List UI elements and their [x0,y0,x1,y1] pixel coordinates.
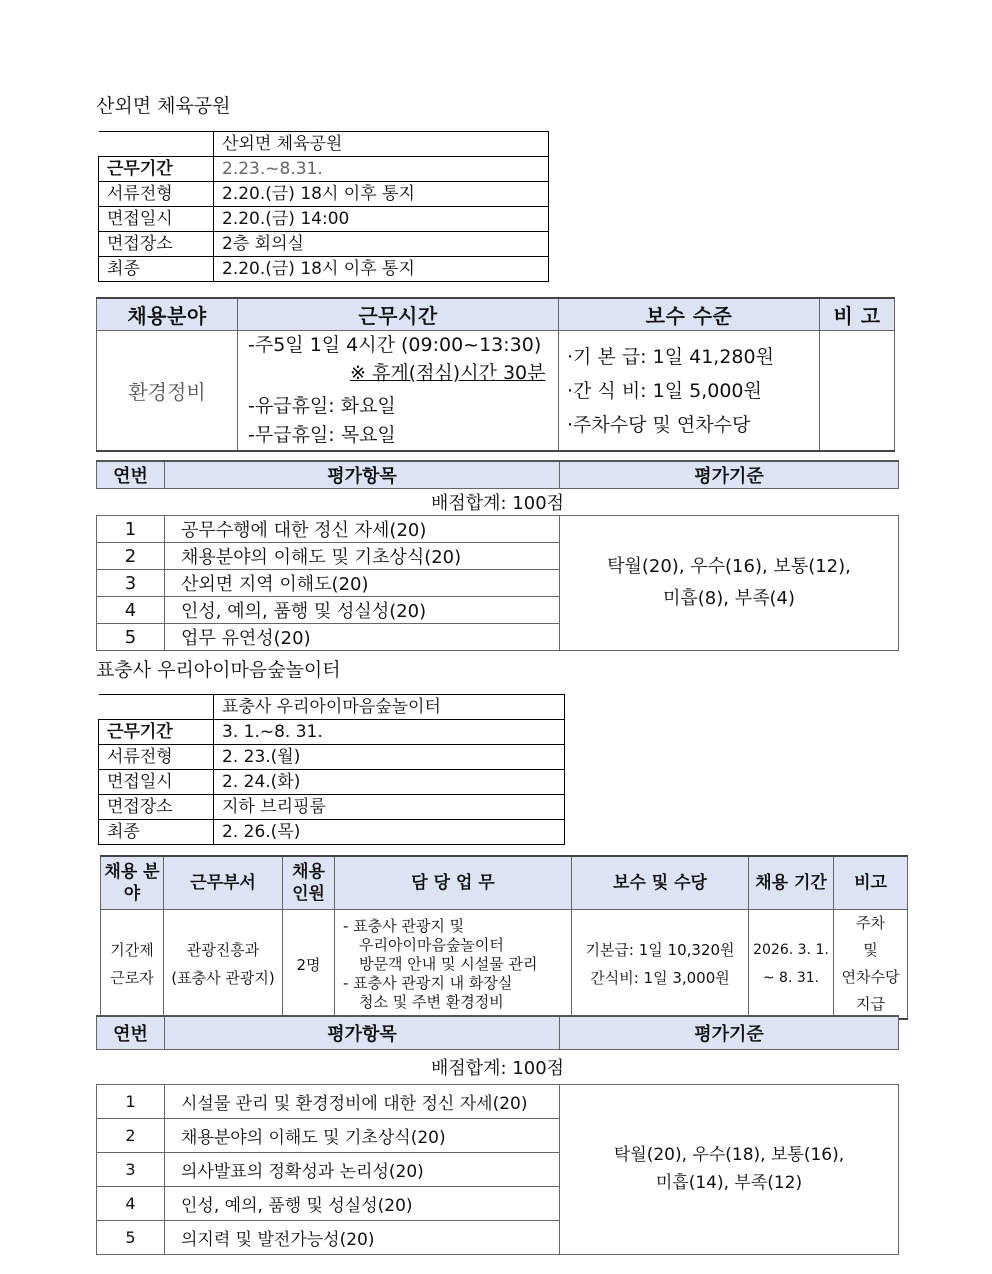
pay-cell [572,910,749,1020]
col-header: 비고 [834,856,908,910]
item-number: 5 [97,1220,165,1254]
schedule-label: 서류전형 [99,182,214,207]
col-header: 채용 분야 [101,856,164,910]
item-text: 인성, 예의, 품행 및 성실성(20) [165,1186,560,1220]
item-text: 업무 유연성(20) [165,624,560,651]
count-cell: 2명 [283,910,335,1020]
schedule-value: 지하 브리핑룸 [214,795,565,820]
schedule-label: 최종 [99,257,214,282]
col-header: 평가기준 [560,461,899,489]
note-cell [820,331,895,452]
recruit-table [100,855,908,1020]
item-number: 4 [97,1186,165,1220]
item-text: 의지력 및 발전가능성(20) [165,1220,560,1254]
col-header: 평가항목 [165,461,560,489]
schedule-table [98,131,549,282]
criteria-cell [560,516,899,651]
item-number: 1 [97,1084,165,1118]
col-header: 보수 수준 [559,298,820,331]
hours-line: ※ 휴게(점심)시간 30분 [350,362,546,384]
col-header: 채용 기간 [749,856,834,910]
duty-line: - 표충사 관광지 및 [343,916,465,935]
schedule-table [98,694,565,845]
field-cell [101,910,164,1020]
section-title: 산외면 체육공원 [96,95,231,117]
criteria-line: 미흡(8), 부족(4) [663,588,795,609]
schedule-value: 2.20.(금) 18시 이후 통지 [214,182,549,207]
note-line: 및 [863,941,878,959]
duty-line: 방문객 안내 및 시설물 관리 [359,954,538,973]
col-header: 근무시간 [238,298,559,331]
period-line: 2026. 3. 1. [753,942,829,958]
eval-table [96,1015,899,1255]
schedule-label: 서류전형 [99,745,214,770]
schedule-label: 근무기간 [99,720,214,745]
criteria-line: 탁월(20), 우수(18), 보통(16), [613,1145,845,1165]
schedule-label: 면접장소 [99,795,214,820]
schedule-value: 2.20.(금) 14:00 [214,207,549,232]
item-number: 3 [97,1152,165,1186]
pay-line: ·간 식 비: 1일 5,000원 [567,379,762,402]
item-text: 공무수행에 대한 정신 자세(20) [165,516,560,543]
note-line: 연차수당 [841,968,900,986]
item-text: 의사발표의 정확성과 논리성(20) [165,1152,560,1186]
total-score: 배점합계: 100점 [97,489,899,516]
col-header: 연번 [97,1016,165,1049]
recruit-table [96,297,895,452]
pay-line: ·주차수당 및 연차수당 [567,413,751,436]
col-header: 근무부서 [164,856,283,910]
schedule-value: 2. 26.(목) [214,820,565,845]
item-number: 4 [97,597,165,624]
dept-line: (표충사 관광지) [171,969,275,987]
pay-line: 간식비: 1일 3,000원 [590,969,730,987]
criteria-cell [560,1084,899,1254]
hours-line: -주5일 1일 4시간 (09:00~13:30) [248,334,542,356]
item-text: 인성, 예의, 품행 및 성실성(20) [165,597,560,624]
schedule-value: 2. 24.(화) [214,770,565,795]
schedule-value: 3. 1.~8. 31. [214,720,565,745]
hours-line: -유급휴일: 화요일 [248,395,396,417]
pay-line: ·기 본 급: 1일 41,280원 [567,345,774,368]
col-header: 비 고 [820,298,895,331]
schedule-value: 2층 회의실 [214,232,549,257]
item-text: 산외면 지역 이해도(20) [165,570,560,597]
period-cell [749,910,834,1020]
schedule-value: 2.23.~8.31. [214,157,549,182]
schedule-label: 면접일시 [99,207,214,232]
criteria-line: 미흡(14), 부족(12) [655,1173,803,1193]
item-number: 5 [97,624,165,651]
item-text: 채용분야의 이해도 및 기초상식(20) [165,1118,560,1152]
duty-line: - 표충사 관광지 내 화장실 [343,973,513,992]
item-number: 2 [97,543,165,570]
period-line: ~ 8. 31. [762,970,820,986]
note-line: 지급 [856,995,885,1013]
duty-line: 청소 및 주변 환경정비 [359,992,504,1011]
schedule-label: 근무기간 [99,157,214,182]
field-line: 기간제 [110,941,154,959]
hours-cell [238,331,559,452]
eval-table [96,460,899,651]
pay-line: 기본급: 1일 10,320원 [585,941,735,959]
field-cell: 환경정비 [97,331,238,452]
col-header: 평가기준 [560,1016,899,1049]
criteria-line: 탁월(20), 우수(16), 보통(12), [607,556,851,577]
col-header: 채용 인원 [283,856,335,910]
item-text: 채용분야의 이해도 및 기초상식(20) [165,543,560,570]
item-number: 3 [97,570,165,597]
section-title: 표충사 우리아이마음숲놀이터 [96,659,341,681]
schedule-header: 표충사 우리아이마음숲놀이터 [214,695,565,720]
col-header: 담 당 업 무 [335,856,572,910]
duty-line: 우리아이마음숲놀이터 [359,935,504,954]
field-line: 근로자 [110,969,154,987]
schedule-value: 2.20.(금) 18시 이후 통지 [214,257,549,282]
schedule-header: 산외면 체육공원 [214,132,549,157]
hours-line: -무급휴일: 목요일 [248,424,396,446]
note-line: 주차 [856,914,885,932]
dept-cell [164,910,283,1020]
item-number: 1 [97,516,165,543]
schedule-label: 면접일시 [99,770,214,795]
duty-cell [335,910,572,1020]
total-score: 배점합계: 100점 [97,1049,899,1084]
col-header: 채용분야 [97,298,238,331]
pay-cell [559,331,820,452]
item-text: 시설물 관리 및 환경정비에 대한 정신 자세(20) [165,1084,560,1118]
schedule-value: 2. 23.(월) [214,745,565,770]
note-cell [834,910,908,1020]
schedule-label: 최종 [99,820,214,845]
dept-line: 관광진흥과 [186,941,260,959]
item-number: 2 [97,1118,165,1152]
schedule-label: 면접장소 [99,232,214,257]
col-header: 평가항목 [165,1016,560,1049]
col-header: 연번 [97,461,165,489]
col-header: 보수 및 수당 [572,856,749,910]
